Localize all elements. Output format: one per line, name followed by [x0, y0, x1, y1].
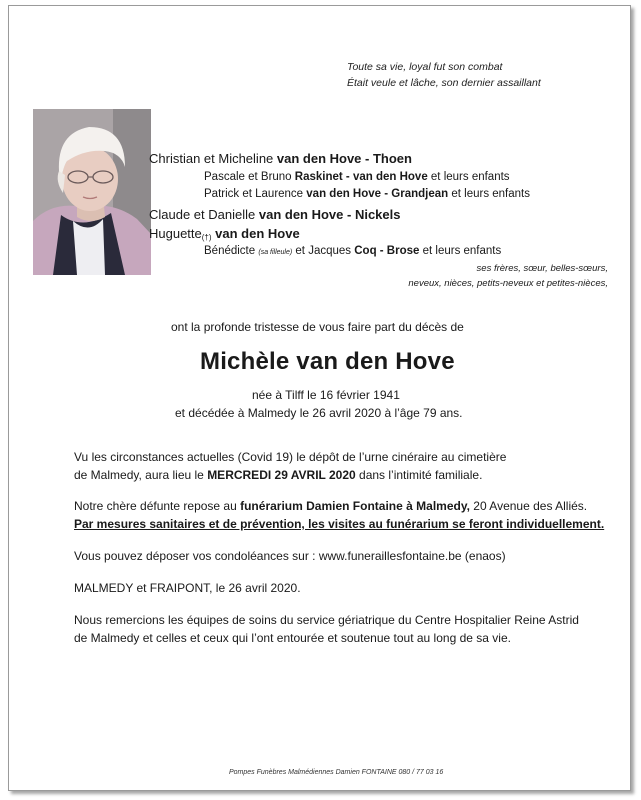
family-line-patrick: [204, 188, 530, 200]
family-suffix: et leurs enfants: [448, 188, 530, 200]
family-surname: Coq - Brose: [354, 245, 420, 257]
family-surname: van den Hove - Grandjean: [306, 188, 449, 200]
family-names: et Jacques: [292, 245, 355, 257]
ceremony-date: MERCREDI 29 AVRIL 2020: [207, 468, 356, 482]
footer-funeral-director: Pompes Funèbres Malmédiennes Damien FONTAINE 080 / 77 03 16: [229, 769, 444, 776]
family-line-huguette: [149, 226, 300, 242]
funeral-home-address: 20 Avenue des Alliés.: [469, 499, 588, 513]
announcement-text: ont la profonde tristesse de vous faire part du décès de: [171, 320, 464, 334]
extended-family-line-1: ses frères, sœur, belles-sœurs,: [476, 263, 608, 274]
ceremony-text: de Malmedy, aura lieu le: [74, 468, 208, 482]
family-surname: van den Hove - Nickels: [258, 207, 401, 222]
family-suffix: et leurs enfants: [427, 171, 510, 183]
family-names: Pascale et Bruno: [204, 171, 295, 183]
family-surname: van den Hove: [211, 226, 300, 241]
epigraph-line-2: Était veule et lâche, son dernier assaillant: [347, 77, 541, 89]
obituary-page: [8, 5, 631, 791]
extended-family-line-2: neveux, nièces, petits-neveux et petites-nièces,: [408, 278, 608, 289]
godchild-note: (sa filleule): [258, 249, 293, 256]
family-line-pascale: [204, 171, 510, 183]
ceremony-text: dans l’intimité familiale.: [355, 468, 483, 482]
condolences-line: Vous pouvez déposer vos condoléances sur : www.funeraillesfontaine.be (enaos): [74, 549, 506, 563]
family-suffix: et leurs enfants: [419, 245, 502, 257]
family-line-benedicte: [204, 245, 501, 257]
ceremony-line-2: [74, 468, 482, 482]
family-names: Christian et Micheline: [149, 151, 277, 166]
family-names: Huguette: [149, 226, 202, 241]
dagger-mark: (†): [201, 233, 212, 242]
family-line-christian: [149, 151, 412, 166]
family-names: Bénédicte: [204, 245, 259, 257]
family-surname: Raskinet - van den Hove: [294, 171, 428, 183]
thanks-line-2: de Malmedy et celles et ceux qui l’ont entourée et soutenue tout au long de sa vie.: [74, 631, 511, 645]
ceremony-line-1: Vu les circonstances actuelles (Covid 19) le dépôt de l’urne cinéraire au cimetière: [74, 450, 507, 464]
epigraph-line-1: Toute sa vie, loyal fut son combat: [347, 61, 503, 73]
death-info: et décédée à Malmedy le 26 avril 2020 à l’âge 79 ans.: [175, 406, 463, 420]
sanitary-notice: Par mesures sanitaires et de prévention, les visites au funérarium se feront individuellement.: [74, 517, 605, 531]
family-surname: van den Hove - Thoen: [276, 151, 412, 166]
family-names: Patrick et Laurence: [204, 188, 307, 200]
place-date-line: MALMEDY et FRAIPONT, le 26 avril 2020.: [74, 581, 301, 595]
deceased-name: Michèle van den Hove: [200, 348, 455, 375]
family-names: Claude et Danielle: [149, 207, 259, 222]
birth-info: née à Tilff le 16 février 1941: [252, 388, 400, 402]
family-line-claude: [149, 207, 400, 222]
funeral-home-name: funérarium Damien Fontaine à Malmedy,: [240, 499, 470, 513]
deceased-photo: [33, 109, 151, 275]
portrait-image: [33, 109, 151, 275]
funeral-home-line: [74, 499, 587, 513]
thanks-line-1: Nous remercions les équipes de soins du service gériatrique du Centre Hospitalier Reine Astrid: [74, 613, 579, 627]
funeral-home-text: Notre chère défunte repose au: [74, 499, 241, 513]
